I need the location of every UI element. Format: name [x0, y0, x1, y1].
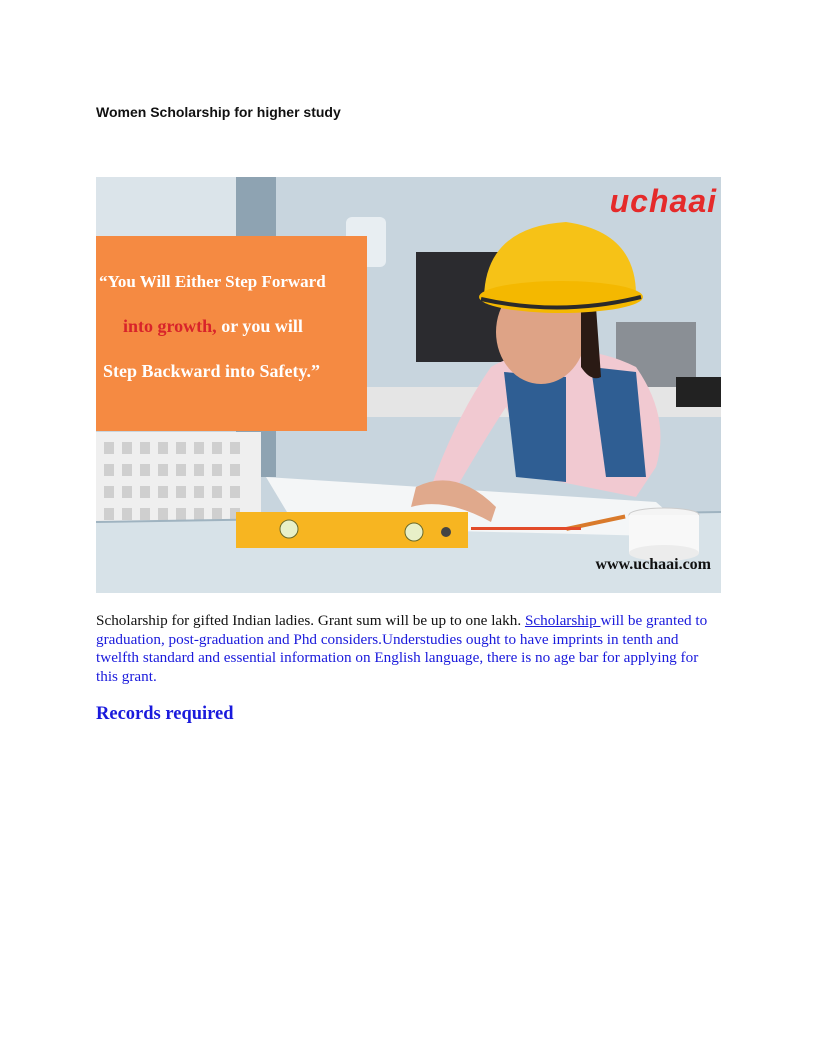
quote-highlight: into growth, [123, 316, 217, 336]
quote-line-2 [123, 316, 303, 337]
quote-line-1: “You Will Either Step Forward [99, 272, 326, 291]
scholarship-link[interactable]: Scholarship [524, 612, 601, 629]
body-paragraph [96, 612, 718, 686]
paragraph-rest: will be granted to graduation, post-graduation and Phd considers.Understudies ought to have imprints in tenth and twelfth standard and essential information on English language, there is no age bar for applying for this grant. [96, 612, 708, 685]
uchaai-logo: uchaai [609, 183, 717, 219]
section-heading: Records required [96, 704, 234, 724]
quote-line-2-rest: or you will [216, 316, 303, 336]
page-title: Women Scholarship for higher study [96, 104, 341, 120]
quote-line-3: Step Backward into Safety.” [103, 361, 321, 381]
banner-image [96, 177, 721, 593]
paragraph-intro: Scholarship for gifted Indian ladies. Grant sum will be up to one lakh. [96, 612, 525, 629]
site-url: www.uchaai.com [595, 556, 711, 573]
